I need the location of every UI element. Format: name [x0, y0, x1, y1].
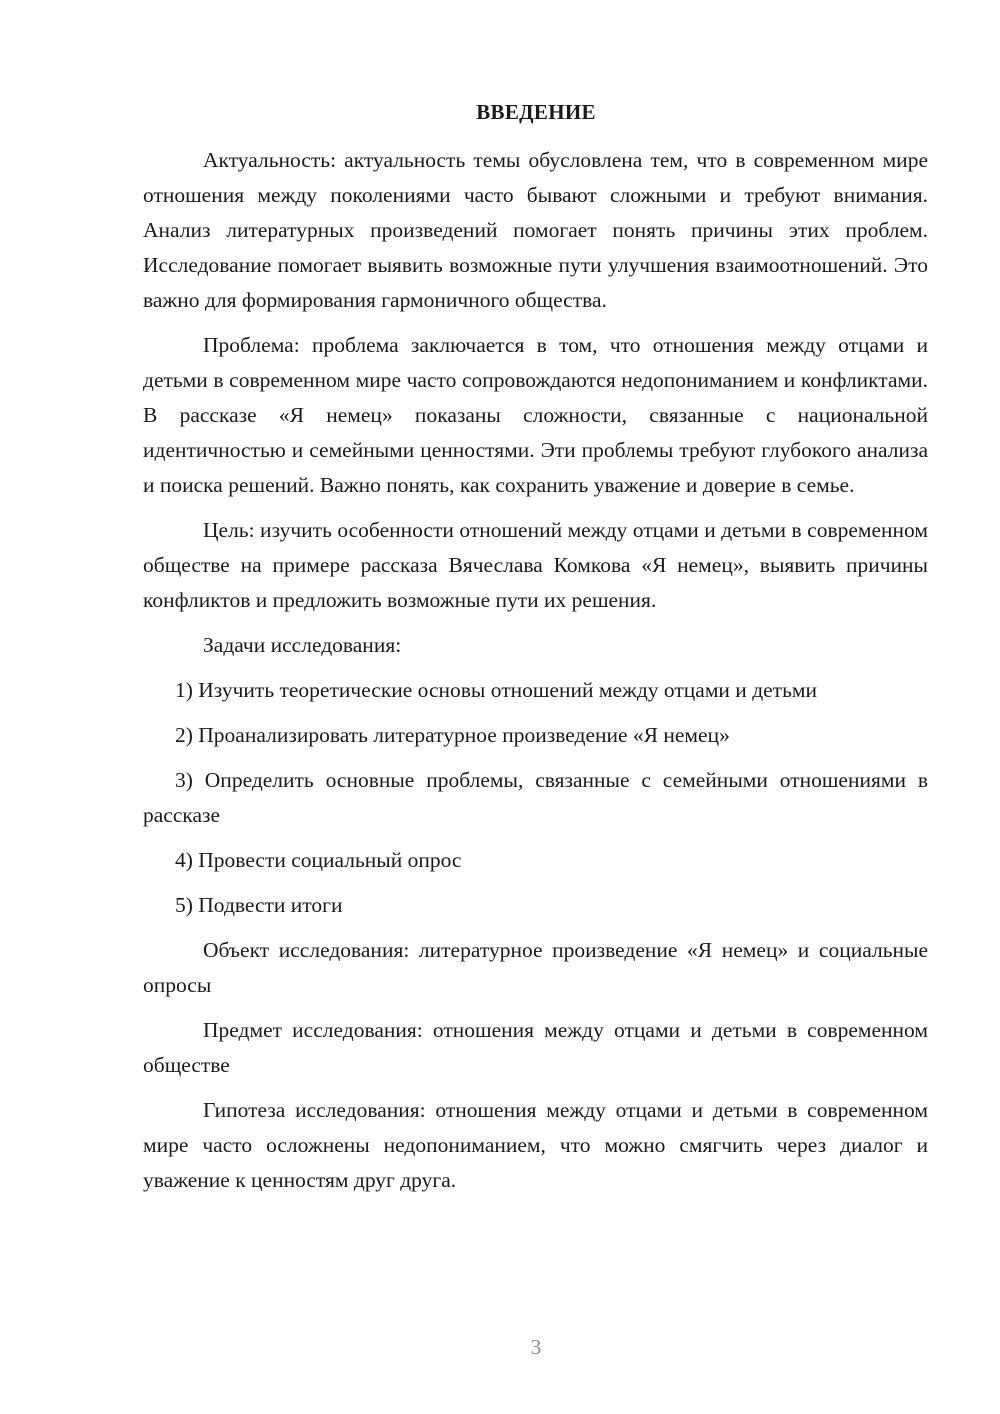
task-item-3: 3) Определить основные проблемы, связанные с семейными отношениями в рассказе [143, 768, 928, 827]
paragraph-relevance: Актуальность: актуальность темы обусловлена тем, что в современном мире отношения между поколениями часто бывают сложными и требуют внимания. Анализ литературных произведений помогает понять причины этих проблем. Исследование помогает выявить возможные пути улучшения взаимоотношений. Это важно для формирования гармоничного общества. [143, 148, 928, 312]
task-item-5: 5) Подвести итоги [175, 893, 343, 917]
tasks-heading: Задачи исследования: [203, 633, 402, 657]
task-item-1: 1) Изучить теоретические основы отношений между отцами и детьми [175, 678, 817, 702]
document-body [143, 143, 928, 1198]
paragraph-goal: Цель: изучить особенности отношений между отцами и детьми в современном обществе на примере рассказа Вячеслава Комкова «Я немец», выявить причины конфликтов и предложить возможные пути их решения. [143, 518, 928, 612]
page-title: ВВЕДЕНИЕ [476, 100, 596, 124]
paragraph-hypothesis: Гипотеза исследования: отношения между отцами и детьми в современном мире часто осложнены недопониманием, что можно смягчить через диалог и уважение к ценностям друг друга. [143, 1098, 928, 1192]
page-number: 3 [530, 1335, 542, 1359]
paragraph-problem: Проблема: проблема заключается в том, что отношения между отцами и детьми в современном мире часто сопровождаются недопониманием и конфликтами. В рассказе «Я немец» показаны сложности, связанные с национальной идентичностью и семейными ценностями. Эти проблемы требуют глубокого анализа и поиска решений. Важно понять, как сохранить уважение и доверие в семье. [143, 333, 928, 497]
task-item-4: 4) Провести социальный опрос [175, 848, 462, 872]
paragraph-object: Объект исследования: литературное произведение «Я немец» и социальные опросы [143, 938, 928, 997]
paragraph-subject: Предмет исследования: отношения между отцами и детьми в современном обществе [143, 1018, 928, 1077]
task-item-2: 2) Проанализировать литературное произведение «Я немец» [175, 723, 730, 747]
